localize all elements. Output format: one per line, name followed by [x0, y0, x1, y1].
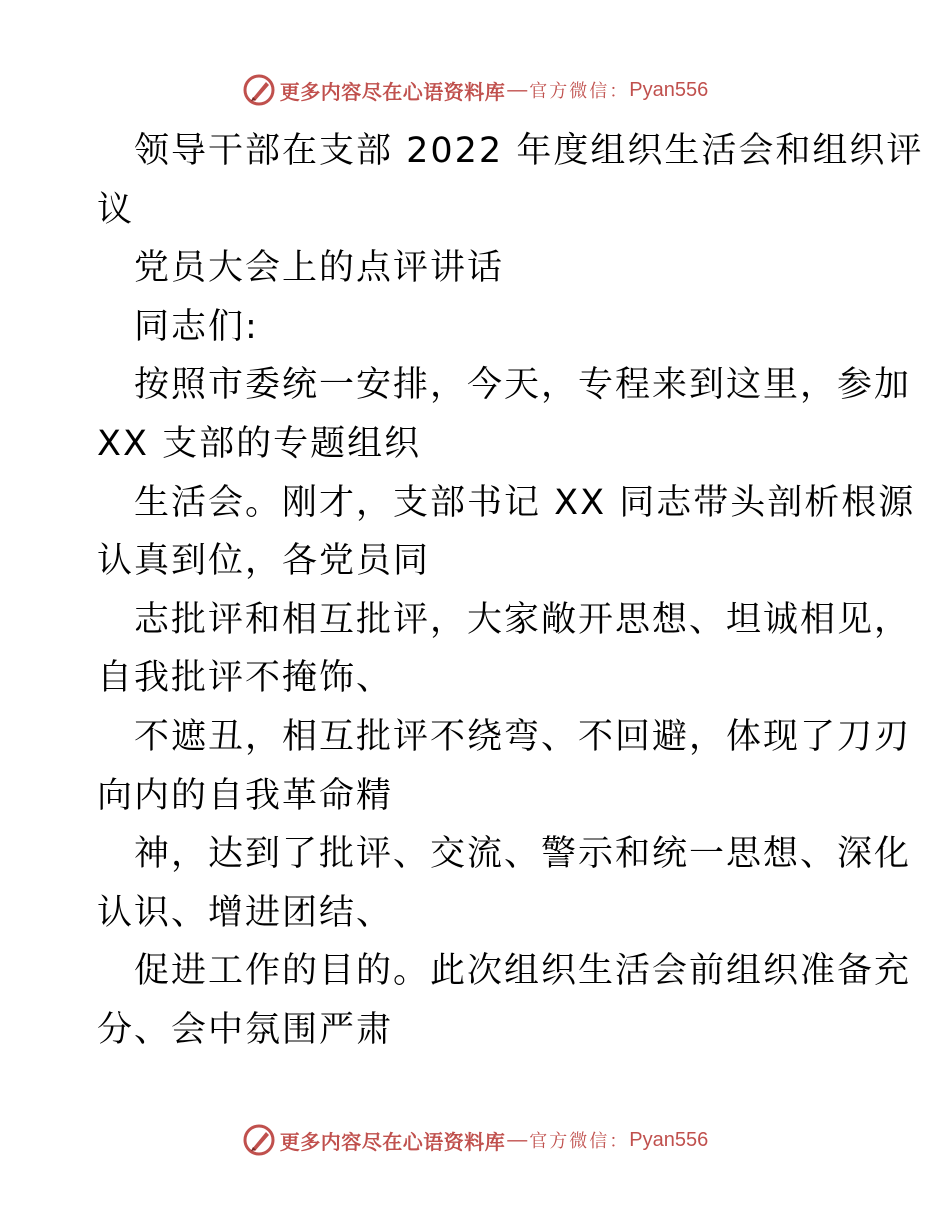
text-line: 同志们:	[134, 306, 259, 347]
text-line: 分、会中氛围严肃	[97, 1009, 394, 1050]
text-line: 神，达到了批评、交流、警示和统一思想、深化	[134, 834, 912, 875]
header-watermark-banner	[0, 70, 950, 110]
text-line: 党员大会上的点评讲话	[134, 248, 505, 289]
text-line: 不遮丑，相互批评不绕弯、不回避，体现了刀刃	[134, 716, 912, 757]
text-line: 按照市委统一安排，今天，专程来到这里，参加	[134, 365, 912, 406]
text-line: 志批评和相互批评，大家敞开思想、坦诚相见，	[134, 599, 912, 640]
text-line: 议	[97, 189, 135, 230]
text-line: 促进工作的目的。此次组织生活会前组织准备充	[134, 951, 912, 992]
banner-wechat-id: Pyan556	[629, 78, 709, 101]
banner-separator: —	[507, 78, 528, 101]
pen-logo-icon	[242, 73, 276, 107]
text-line: 自我批评不掩饰、	[97, 658, 394, 699]
document-body	[97, 122, 924, 1060]
text-line: 向内的自我革命精	[97, 775, 394, 816]
banner-wechat-label: 官方微信：	[529, 1131, 630, 1152]
text-line: 认识、增进团结、	[97, 892, 394, 933]
banner-wechat-id: Pyan556	[629, 1128, 709, 1151]
pen-logo-icon	[242, 1123, 276, 1157]
banner-text: 更多内容尽在心语资料库	[279, 79, 506, 104]
text-line: 生活会。刚才，支部书记 XX 同志带头剖析根源	[134, 482, 916, 523]
text-line: 领导干部在支部 2022 年度组织生活会和组织评	[134, 131, 924, 171]
banner-wechat-label: 官方微信：	[529, 81, 630, 102]
footer-watermark-banner	[0, 1120, 950, 1160]
banner-separator: —	[507, 1128, 528, 1151]
banner-text: 更多内容尽在心语资料库	[279, 1129, 506, 1154]
text-line: 认真到位，各党员同	[97, 541, 431, 582]
text-line: XX 支部的专题组织	[97, 423, 422, 464]
